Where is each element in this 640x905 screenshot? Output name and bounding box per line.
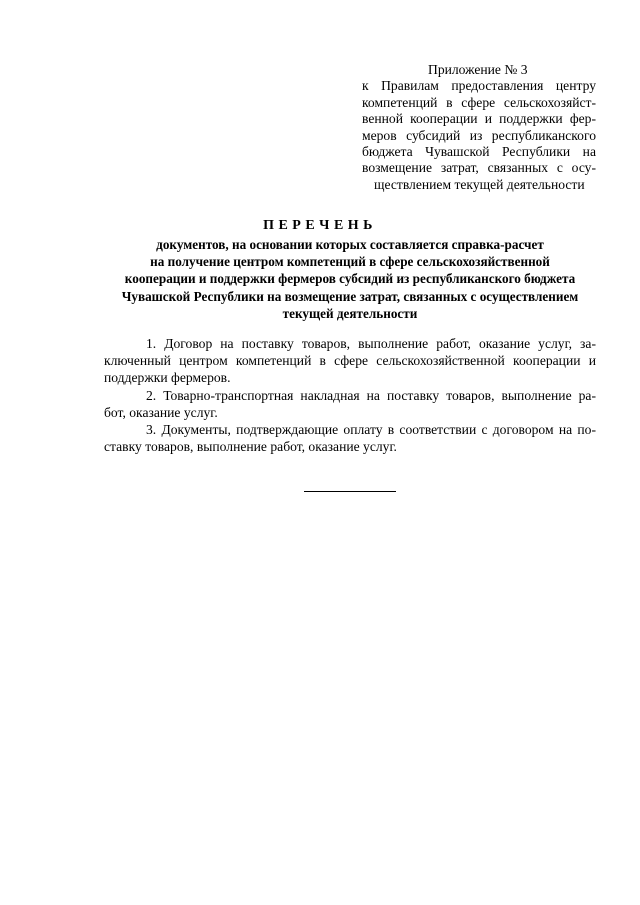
appendix-line: компетенций в сфере сельскохозяйст- bbox=[362, 94, 596, 110]
appendix-number: Приложение № 3 bbox=[428, 62, 528, 77]
list-item-line: поддержки фермеров. bbox=[104, 370, 231, 386]
appendix-line: ществлением текущей деятельности bbox=[374, 176, 585, 192]
appendix-line: возмещение затрат, связанных с осу- bbox=[362, 160, 596, 176]
appendix-block bbox=[362, 62, 596, 193]
appendix-line: венной кооперации и поддержки фер- bbox=[362, 111, 596, 127]
appendix-line: к Правилам предоставления центру bbox=[362, 78, 596, 94]
appendix-line: бюджета Чувашской Республики на bbox=[362, 144, 596, 160]
list-item-line: ставку товаров, выполнение работ, оказание услуг. bbox=[104, 439, 397, 455]
list-item bbox=[104, 387, 596, 421]
list-item bbox=[104, 335, 596, 387]
list-item-line: бот, оказание услуг. bbox=[104, 404, 218, 420]
list-item bbox=[104, 421, 596, 455]
document-title: ПЕРЕЧЕНЬ bbox=[263, 218, 377, 233]
subtitle-line: документов, на основании которых составляется справка-расчет bbox=[156, 237, 544, 252]
list-item-line: 3. Документы, подтверждающие оплату в соответствии с договором на по- bbox=[146, 422, 596, 438]
list-item-line: ключенный центром компетенций в сфере сельскохозяйственной кооперации и bbox=[104, 353, 596, 369]
subtitle-line: Чувашской Республики на возмещение затрат, связанных с осуществлением bbox=[121, 288, 579, 304]
documents-list bbox=[104, 335, 596, 455]
document-subtitle bbox=[100, 236, 600, 322]
closing-separator-line bbox=[304, 491, 396, 492]
list-item-line: 1. Договор на поставку товаров, выполнение работ, оказание услуг, за- bbox=[146, 336, 596, 351]
list-item-line: 2. Товарно-транспортная накладная на поставку товаров, выполнение ра- bbox=[146, 387, 596, 403]
appendix-line: меров субсидий из республиканского bbox=[362, 127, 596, 143]
subtitle-line: кооперации и поддержки фермеров субсидий из республиканского бюджета bbox=[124, 271, 576, 287]
subtitle-line: текущей деятельности bbox=[282, 305, 418, 321]
subtitle-line: на получение центром компетенций в сфере сельскохозяйственной bbox=[150, 254, 550, 270]
